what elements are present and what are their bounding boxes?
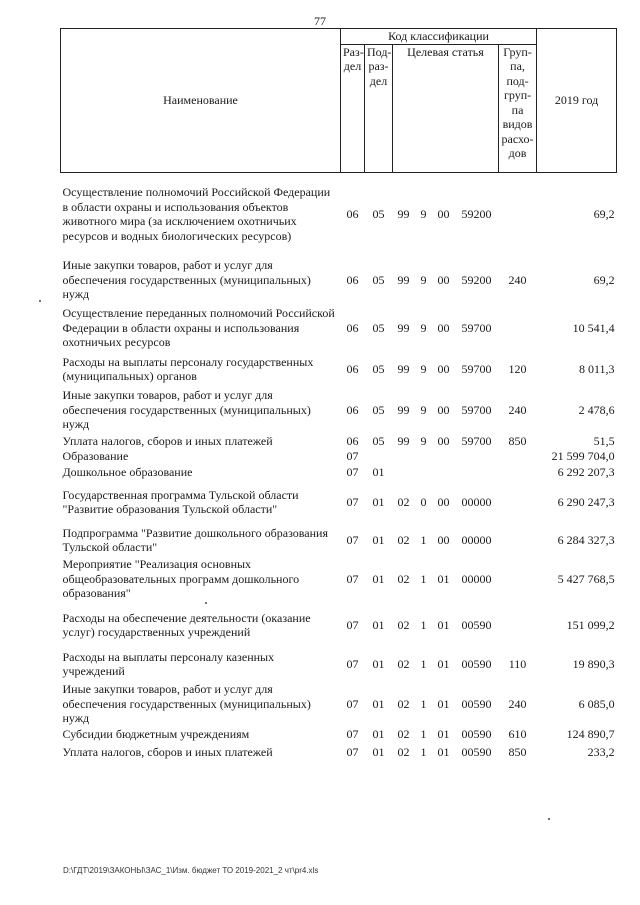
budget-table xyxy=(60,28,617,764)
row-target-program: 99 xyxy=(397,207,410,221)
row-section: 07 xyxy=(346,464,359,479)
row-target-measure: 01 xyxy=(437,696,450,711)
row-target-measure: 00 xyxy=(437,320,450,335)
row-target-measure: 00 xyxy=(437,272,450,287)
row-target-direction: 00000 xyxy=(461,494,492,509)
row-subsection: 05 xyxy=(372,272,385,287)
row-target-measure: 00 xyxy=(437,361,450,376)
header-group: Груп- па, под- груп- па видов расхо- дов xyxy=(499,44,537,172)
row-target-subprogram: 9 xyxy=(420,320,427,335)
row-section: 06 xyxy=(346,320,359,335)
table-row xyxy=(61,465,617,480)
row-expense-group: 240 xyxy=(508,402,527,417)
row-name: Осуществление переданных полномочий Российской Федерации в области охраны и использования охотничьих ресурсов xyxy=(62,306,335,350)
header-year: 2019 год xyxy=(537,29,617,173)
row-name: Иные закупки товаров, работ и услуг для обеспечения государственных (муниципальных) нужд xyxy=(62,682,311,726)
row-target-subprogram xyxy=(415,449,433,465)
row-amount: 124 890,7 xyxy=(566,727,615,741)
row-target-subprogram: 9 xyxy=(420,361,427,376)
row-subsection: 01 xyxy=(372,464,385,479)
row-section: 07 xyxy=(346,656,359,671)
table-row xyxy=(61,647,617,681)
row-target-direction: 59700 xyxy=(461,402,492,417)
row-target-subprogram: 1 xyxy=(420,571,427,586)
row-target-measure: 00 xyxy=(437,532,450,547)
row-name: Уплата налогов, сборов и иных платежей xyxy=(62,434,273,448)
table-row xyxy=(61,304,617,352)
row-target-direction: 00000 xyxy=(461,532,492,547)
table-row xyxy=(61,434,617,449)
row-name: Иные закупки товаров, работ и услуг для обеспечения государственных (муниципальных) нужд xyxy=(62,388,311,432)
row-section: 07 xyxy=(346,727,359,741)
header-section: Раз- дел xyxy=(341,44,365,172)
row-target-direction: 00590 xyxy=(461,727,492,741)
row-target-program: 99 xyxy=(397,434,410,448)
row-section: 06 xyxy=(346,207,359,221)
row-target-measure: 00 xyxy=(437,402,450,417)
row-amount: 151 099,2 xyxy=(566,617,615,632)
row-amount: 2 478,6 xyxy=(578,402,615,417)
row-target-measure: 01 xyxy=(437,617,450,632)
row-target-measure xyxy=(433,465,455,480)
row-expense-group: 850 xyxy=(508,434,527,448)
row-target-direction: 59700 xyxy=(461,361,492,376)
row-target-program: 99 xyxy=(397,272,410,287)
row-expense-group: 110 xyxy=(508,656,527,671)
row-section: 07 xyxy=(346,449,359,464)
row-amount: 6 085,0 xyxy=(578,696,615,711)
table-row xyxy=(61,479,617,525)
row-name: Подпрограмма "Развитие дошкольного образования Тульской области" xyxy=(62,525,328,554)
row-amount: 6 292 207,3 xyxy=(557,464,615,479)
row-name: Уплата налогов, сборов и иных платежей xyxy=(62,745,273,760)
row-expense-group: 120 xyxy=(508,361,527,376)
row-name: Мероприятие "Реализация основных общеобразовательных программ дошкольного образования" xyxy=(62,557,300,601)
row-target-direction: 59700 xyxy=(461,320,492,335)
row-name: Расходы на выплаты персоналу государственных (муниципальных) органов xyxy=(62,354,314,383)
row-section: 07 xyxy=(346,617,359,632)
row-section: 07 xyxy=(346,696,359,711)
row-target-direction: 59700 xyxy=(461,434,492,448)
row-expense-group xyxy=(499,304,537,352)
row-target-program: 99 xyxy=(397,402,410,417)
row-target-program xyxy=(393,449,415,465)
row-target-measure: 01 xyxy=(437,727,450,741)
row-expense-group xyxy=(499,465,537,480)
row-amount: 21 599 704,0 xyxy=(551,449,615,464)
row-target-program: 02 xyxy=(397,532,410,547)
table-row xyxy=(61,256,617,304)
row-expense-group xyxy=(499,172,537,256)
row-target-direction: 00590 xyxy=(461,656,492,671)
row-target-program: 99 xyxy=(397,361,410,376)
scan-speck xyxy=(39,300,41,302)
row-expense-group xyxy=(499,479,537,525)
row-subsection: 01 xyxy=(372,532,385,547)
row-target-program: 02 xyxy=(397,571,410,586)
row-section: 06 xyxy=(346,402,359,417)
row-target-subprogram: 9 xyxy=(420,207,427,221)
row-target-program: 02 xyxy=(397,745,410,760)
row-target-subprogram: 1 xyxy=(420,656,427,671)
row-target-measure: 01 xyxy=(437,656,450,671)
row-target-subprogram xyxy=(415,465,433,480)
row-expense-group xyxy=(499,555,537,603)
row-name: Дошкольное образование xyxy=(62,464,193,479)
row-amount: 8 011,3 xyxy=(579,361,615,376)
table-row xyxy=(61,555,617,603)
page-number: 77 xyxy=(314,14,326,28)
row-subsection: 01 xyxy=(372,745,385,760)
row-expense-group: 240 xyxy=(508,272,527,287)
row-amount: 233,2 xyxy=(587,745,615,760)
row-target-direction: 00590 xyxy=(461,617,492,632)
row-target-measure xyxy=(433,449,455,465)
row-amount: 5 427 768,5 xyxy=(557,571,615,586)
row-amount: 6 284 327,3 xyxy=(557,532,615,547)
row-section: 07 xyxy=(346,745,359,760)
header-subsection: Под- раз- дел xyxy=(365,44,393,172)
row-subsection: 05 xyxy=(372,320,385,335)
row-section: 06 xyxy=(346,272,359,287)
row-target-subprogram: 9 xyxy=(420,272,427,287)
row-amount: 6 290 247,3 xyxy=(557,494,615,509)
row-subsection: 01 xyxy=(372,494,385,509)
row-target-subprogram: 1 xyxy=(420,617,427,632)
row-subsection: 01 xyxy=(372,727,385,741)
row-target-program xyxy=(393,465,415,480)
row-expense-group xyxy=(499,603,537,647)
row-target-program: 02 xyxy=(397,727,410,741)
row-expense-group xyxy=(499,449,537,465)
row-subsection xyxy=(365,449,393,465)
file-path-footer: D:\ГДТ\2019\ЗАКОНЫ\ЗАС_1\Изм. бюджет ТО 2019-2021_2 чт\pr4.xls xyxy=(63,866,319,875)
row-target-measure: 01 xyxy=(437,745,450,760)
row-target-program: 99 xyxy=(397,320,410,335)
row-target-subprogram: 9 xyxy=(420,402,427,417)
row-subsection: 01 xyxy=(372,571,385,586)
row-target-subprogram: 1 xyxy=(420,532,427,547)
row-target-measure: 01 xyxy=(437,571,450,586)
row-name: Образование xyxy=(62,449,129,464)
row-target-subprogram: 1 xyxy=(420,696,427,711)
row-target-direction: 59200 xyxy=(461,207,492,221)
row-section: 07 xyxy=(346,494,359,509)
row-target-program: 02 xyxy=(397,494,410,509)
row-subsection: 05 xyxy=(372,402,385,417)
header-name: Наименование xyxy=(61,29,341,173)
row-amount: 51,5 xyxy=(593,434,615,448)
row-target-subprogram: 1 xyxy=(420,745,427,760)
table-row xyxy=(61,727,617,742)
row-amount: 10 541,4 xyxy=(572,320,615,335)
row-section: 07 xyxy=(346,532,359,547)
row-target-direction: 00590 xyxy=(461,696,492,711)
row-amount: 19 890,3 xyxy=(572,656,615,671)
row-expense-group: 610 xyxy=(508,727,527,741)
scan-speck xyxy=(205,602,207,604)
row-section: 06 xyxy=(346,434,359,448)
row-target-subprogram: 1 xyxy=(420,727,427,741)
row-target-subprogram: 9 xyxy=(420,434,427,448)
row-name: Государственная программа Тульской области "Развитие образования Тульской области" xyxy=(62,487,299,516)
table-row xyxy=(61,742,617,764)
table-row xyxy=(61,386,617,434)
row-subsection: 01 xyxy=(372,656,385,671)
row-subsection: 05 xyxy=(372,434,385,448)
row-subsection: 05 xyxy=(372,207,385,221)
row-expense-group xyxy=(499,525,537,555)
row-target-direction: 00000 xyxy=(461,571,492,586)
table-header xyxy=(61,29,617,173)
row-target-program: 02 xyxy=(397,617,410,632)
table-row xyxy=(61,681,617,727)
row-target-measure: 00 xyxy=(437,207,450,221)
row-target-direction xyxy=(455,465,499,480)
row-subsection: 05 xyxy=(372,361,385,376)
row-name: Расходы на выплаты персоналу казенных учреждений xyxy=(62,649,275,678)
row-target-program: 02 xyxy=(397,656,410,671)
row-expense-group: 240 xyxy=(508,696,527,711)
row-amount: 69,2 xyxy=(593,207,615,221)
row-name: Осуществление полномочий Российской Федерации в области охраны и использования объектов животного мира (за исключением охотничьих ресурсов и водных биологических ресурсов) xyxy=(62,185,331,243)
table-row xyxy=(61,449,617,465)
scan-speck xyxy=(548,818,550,820)
row-section: 07 xyxy=(346,571,359,586)
row-name: Иные закупки товаров, работ и услуг для обеспечения государственных (муниципальных) нужд xyxy=(62,258,311,302)
row-section: 06 xyxy=(346,361,359,376)
row-target-measure: 00 xyxy=(437,434,450,448)
table-row xyxy=(61,352,617,386)
row-target-direction: 59200 xyxy=(461,272,492,287)
table-row xyxy=(61,603,617,647)
row-target-measure: 00 xyxy=(437,494,450,509)
row-expense-group: 850 xyxy=(508,745,527,760)
table-body xyxy=(61,172,617,764)
row-target-program: 02 xyxy=(397,696,410,711)
row-subsection: 01 xyxy=(372,696,385,711)
row-amount: 69,2 xyxy=(593,272,615,287)
header-classification: Код классификации xyxy=(341,29,537,45)
table-row xyxy=(61,172,617,256)
row-name: Субсидии бюджетным учреждениям xyxy=(62,727,250,741)
row-target-subprogram: 0 xyxy=(420,494,427,509)
row-name: Расходы на обеспечение деятельности (оказание услуг) государственных учреждений xyxy=(62,610,311,639)
row-target-direction: 00590 xyxy=(461,745,492,760)
row-target-direction xyxy=(455,449,499,465)
table-row xyxy=(61,525,617,555)
row-subsection: 01 xyxy=(372,617,385,632)
header-target-article: Целевая статья xyxy=(393,44,499,172)
